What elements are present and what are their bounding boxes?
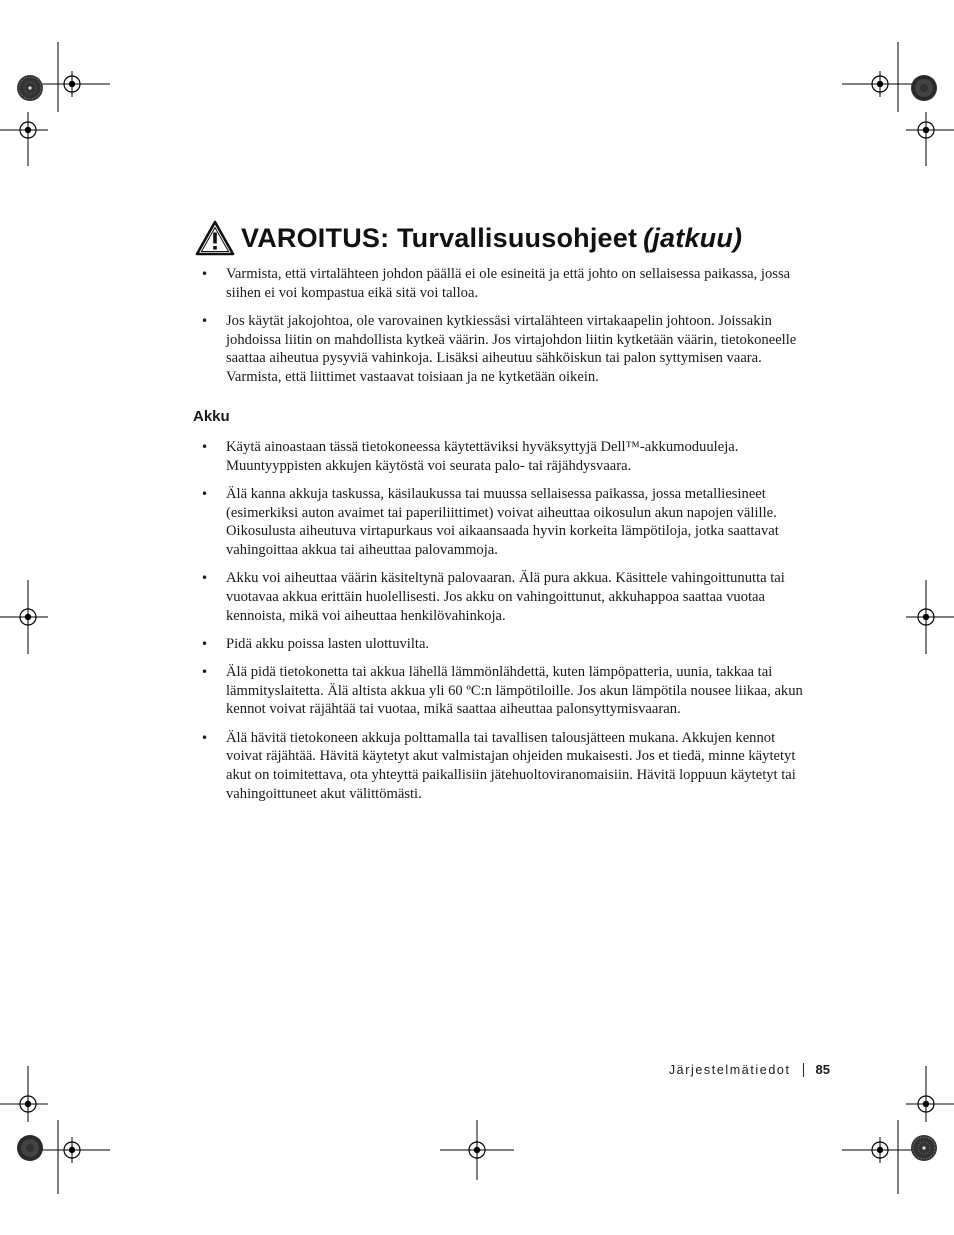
footer-section-name: Järjestelmätiedot [668, 1062, 791, 1077]
list-item [199, 663, 809, 719]
page-heading [195, 218, 742, 258]
list-item [199, 265, 809, 302]
list-item [199, 729, 809, 804]
bullet: • [201, 440, 209, 454]
bullet: • [201, 730, 209, 745]
list-item-text: Älä pidä tietokonetta tai akkua lähellä lämmönlähdettä, kuten lämpöpatteria, uunia, takkaa tai lämmityslaitetta. Älä altista akkua yli 60 ºC:n lämpötiloille. Jos akun lämpötila nousee liikaa, akun kennot voivat räjähtää tai vuotaa, mikä saattaa aiheuttaa palonsyttymisvaaran. [226, 664, 803, 718]
list-item-text: Käytä ainoastaan tässä tietokoneessa käytettäviksi hyväksyttyjä Dell™-akkumoduuleja. Muuntyyppisten akkujen käytöstä voi seurata palo- tai räjähdysvaara. [226, 439, 739, 474]
list-item [199, 312, 809, 387]
page-number: 85 [815, 1062, 830, 1077]
list-item-text: Pidä akku poissa lasten ulottuvilta. [226, 635, 430, 652]
bullet: • [201, 486, 209, 501]
list-item-text: Älä hävitä tietokoneen akkuja polttamalla tai tavallisen talousjätteen mukana. Akkujen kennot voivat räjähtää. Hävitä käytetyt akut valmistajan ohjeiden mukaisesti. Jos et tiedä, minne käytetyt akut on toimitettava, ota yhteyttä paikallisiin jätehuoltoviranomaisiin. Hävitä loppuun käytetyt tai vahingoittuneet akut välittömästi. [226, 729, 796, 802]
heading-title [241, 223, 742, 254]
page-footer [669, 1062, 830, 1077]
list-item-text: Älä kanna akkuja taskussa, käsilaukussa tai muussa sellaisessa paikassa, jossa metalliesineet (esimerkiksi auton avaimet tai paperiliittimet) voivat aiheuttaa oikosulun akun napojen välille. Oikosulusta aiheutuva virtapurkaus voi aikaansaada hyvin korkeita lämpötiloja, jotka saattavat vahingoittaa akkua tai aiheuttaa palovammoja. [226, 485, 779, 559]
bullet: • [201, 636, 209, 651]
footer-separator [803, 1063, 804, 1077]
bullet: • [201, 571, 209, 586]
list-item [199, 635, 809, 654]
list-item-text: Akku voi aiheuttaa väärin käsiteltynä palovaaran. Älä pura akkua. Käsittele vahingoittunutta tai vuotavaa akkua erittäin huolellisesti. Jos akku on vahingoittunut, akkuhappoa saattaa vuotaa kennoista, mikä voi aiheuttaa henkilövahinkoja. [226, 570, 785, 624]
list-item [199, 485, 809, 560]
bullet: • [201, 267, 209, 281]
heading-title-main: VAROITUS: Turvallisuusohjeet [241, 222, 638, 253]
list-item-text: Jos käytät jakojohtoa, ole varovainen kytkiessäsi virtalähteen virtakaapelin johtoon. Joissakin johdoissa liitin on mahdollista kytkeä väärin. Jos virtajohdon liitin kytketään väärin, tietokoneelle saattaa aiheutua pysyviä vahinkoja. Lisäksi aiheutuu sähköiskun tai palon syttymisen vaara. Varmista, että liittimet vastaavat toisiaan ja ne kytketään oikein. [226, 312, 797, 386]
power-cord-safety-list [199, 265, 809, 396]
list-item [199, 569, 809, 625]
list-item-text: Varmista, että virtalähteen johdon päällä ei ole esineitä ja että johto on sellaisessa paikassa, jossa siihen ei voi kompastua eikä sitä voi talloa. [226, 266, 791, 301]
battery-safety-list [199, 438, 809, 813]
list-item [199, 438, 809, 475]
bullet: • [201, 313, 209, 328]
bullet: • [201, 665, 209, 680]
section-title-akku: Akku [193, 408, 230, 425]
warning-triangle-icon [195, 220, 235, 256]
heading-continued: (jatkuu) [643, 222, 743, 253]
